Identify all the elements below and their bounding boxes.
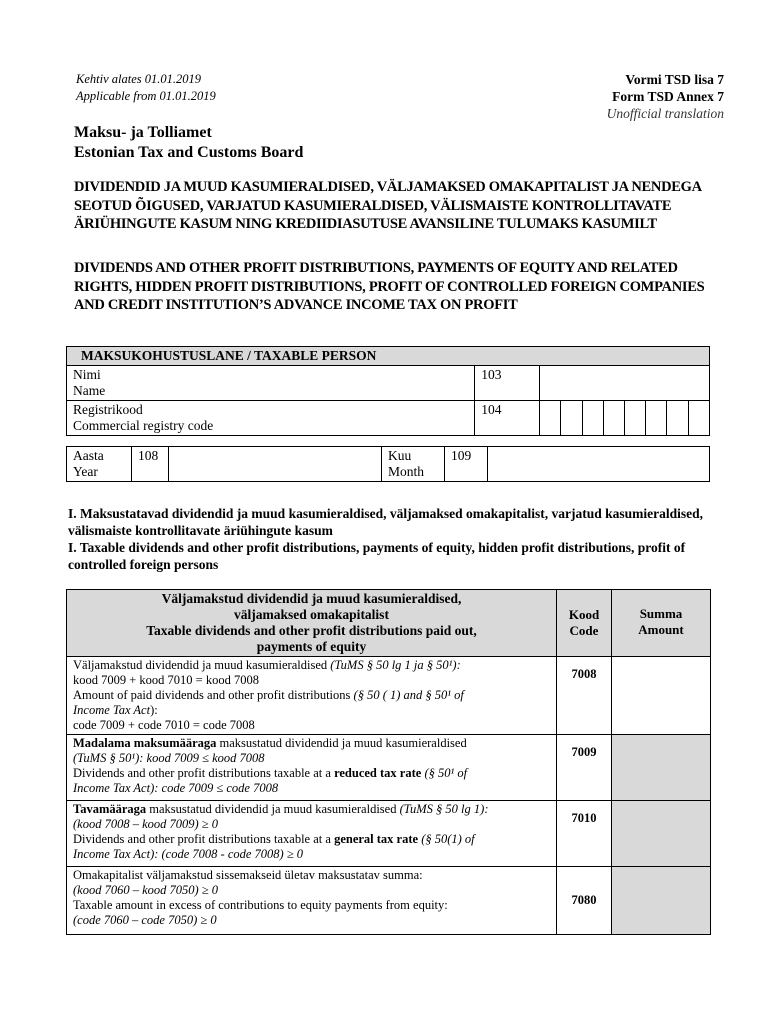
period-table <box>66 446 710 482</box>
row-text: general tax rate <box>334 832 419 846</box>
header-et-line1: Väljamakstud dividendid ja muud kasumieraldised, <box>161 591 462 606</box>
table-row <box>67 867 711 935</box>
reg-code-label-en: Commercial registry code <box>73 418 214 433</box>
row-text: Madalama maksumääraga <box>73 736 217 750</box>
row-text: Taxable amount in excess of contributions to equity payments from equity: <box>73 898 448 912</box>
row-text: Dividends and other profit distributions taxable at a <box>73 832 331 846</box>
row-description <box>67 867 557 935</box>
section-heading-en: I. Taxable dividends and other profit distributions, payments of equity, hidden profit distributions, profit of controlled foreign persons <box>68 540 686 572</box>
row-text: code 7009 + code 7010 = code 7008 <box>73 718 255 732</box>
reg-code-digit-8[interactable] <box>688 401 709 436</box>
row-text: maksustatud dividendid ja muud kasumieraldised <box>219 736 467 750</box>
name-input[interactable] <box>540 366 710 401</box>
distributions-table <box>66 589 711 935</box>
row-text: Income Tax Act): code 7009 ≤ code 7008 <box>73 781 279 795</box>
document-title-et: DIVIDENDID JA MUUD KASUMIERALDISED, VÄLJAMAKSED OMAKAPITALIST JA NENDEGA SEOTUD ÕIGUSED, VARJATUD KASUMIERALDISED, VÄLISMAISTE KONTROLLITAVATE ÄRIÜHINGUTE KASUM NING KREDIIDIASUTUSE AVANSILINE TULUMAKS KASUMILT <box>74 179 701 232</box>
reg-code-digit-7[interactable] <box>667 401 688 436</box>
year-label-en: Year <box>73 464 98 479</box>
name-label-en: Name <box>73 383 106 398</box>
reg-code-digit-1[interactable] <box>540 401 561 436</box>
table-row <box>67 801 711 867</box>
row-description <box>67 735 557 801</box>
row-text: (§ 50(1) of <box>421 832 475 846</box>
taxable-person-table <box>66 346 710 436</box>
year-input[interactable] <box>169 447 382 482</box>
row-text: (kood 7008 – kood 7009) ≥ 0 <box>73 817 219 831</box>
form-identifier <box>607 71 724 122</box>
row-text: (§ 50¹ of <box>424 766 468 780</box>
row-text: (TuMS § 50 lg 1 ja § 50¹): <box>330 658 461 672</box>
header-en-line1: Taxable dividends and other profit distributions paid out, <box>146 623 477 638</box>
amount-input-7010[interactable] <box>612 801 711 867</box>
row-text: Väljamakstud dividendid ja muud kasumieraldised <box>73 658 328 672</box>
month-input[interactable] <box>488 447 710 482</box>
reg-code-field-code: 104 <box>475 401 540 436</box>
section-heading <box>66 505 716 573</box>
header-code-en: Code <box>569 623 599 638</box>
row-code: 7008 <box>557 657 612 735</box>
name-label-et: Nimi <box>73 367 101 382</box>
row-text: Dividends and other profit distributions taxable at a <box>73 766 331 780</box>
row-code: 7010 <box>557 801 612 867</box>
table-header-code <box>557 590 612 657</box>
amount-input-7008[interactable] <box>612 657 711 735</box>
header-et-line2: väljamaksed omakapitalist <box>234 607 389 622</box>
header-code-et: Kood <box>568 607 600 622</box>
header-amount-en: Amount <box>638 622 684 637</box>
row-text: (code 7060 – code 7050) ≥ 0 <box>73 913 217 927</box>
month-label-et: Kuu <box>388 448 412 463</box>
authority-et: Maksu- ja Tolliamet <box>74 124 212 141</box>
row-text: reduced tax rate <box>334 766 422 780</box>
row-code: 7009 <box>557 735 612 801</box>
row-description <box>67 801 557 867</box>
amount-input-7009[interactable] <box>612 735 711 801</box>
row-text: Income Tax Act <box>73 703 151 717</box>
authority-en: Estonian Tax and Customs Board <box>74 144 304 161</box>
table-header-description <box>67 590 557 657</box>
row-text: kood 7009 + kood 7010 = kood 7008 <box>73 673 259 687</box>
row-text: (§ 50 ( 1) and § 50¹ of <box>353 688 464 702</box>
row-text: ): <box>150 703 158 717</box>
row-text: (kood 7060 – kood 7050) ≥ 0 <box>73 883 219 897</box>
reg-code-digit-5[interactable] <box>625 401 646 436</box>
translation-note: Unofficial translation <box>606 106 724 121</box>
validity-note <box>76 71 216 105</box>
reg-code-digit-2[interactable] <box>561 401 582 436</box>
reg-code-label-et: Registrikood <box>73 402 143 417</box>
table-header-amount <box>612 590 711 657</box>
reg-code-digit-3[interactable] <box>582 401 603 436</box>
form-name-en: Form TSD Annex 7 <box>612 89 724 104</box>
name-field-code: 103 <box>475 366 540 401</box>
form-name-et: Vormi TSD lisa 7 <box>625 72 724 87</box>
table-row <box>67 657 711 735</box>
valid-from-en: Applicable from 01.01.2019 <box>76 89 216 103</box>
month-label-en: Month <box>388 464 425 479</box>
name-label <box>67 366 475 401</box>
row-text: Tavamääraga <box>73 802 147 816</box>
document-title-en: DIVIDENDS AND OTHER PROFIT DISTRIBUTIONS, PAYMENTS OF EQUITY AND RELATED RIGHTS, HIDDEN PROFIT DISTRIBUTIONS, PROFIT OF CONTROLLED FOREIGN COMPANIES AND CREDIT INSTITUTION’S ADVANCE INCOME TAX ON PROFIT <box>74 260 705 313</box>
row-text: Amount of paid dividends and other profit distributions <box>73 688 351 702</box>
authority-name <box>74 123 303 163</box>
valid-from-et: Kehtiv alates 01.01.2019 <box>76 72 201 86</box>
year-label <box>67 447 132 482</box>
year-field-code: 108 <box>132 447 169 482</box>
row-description <box>67 657 557 735</box>
taxable-person-header: MAKSUKOHUSTUSLANE / TAXABLE PERSON <box>67 347 710 366</box>
table-row <box>67 735 711 801</box>
row-text: Income Tax Act): (code 7008 - code 7008) ≥ 0 <box>73 847 304 861</box>
row-code: 7080 <box>557 867 612 935</box>
amount-input-7080[interactable] <box>612 867 711 935</box>
row-text: maksustatud dividendid ja muud kasumieraldised <box>149 802 397 816</box>
month-label <box>382 447 445 482</box>
header-en-line2: payments of equity <box>256 639 367 654</box>
row-text: Omakapitalist väljamakstud sissemakseid ületav maksustatav summa: <box>73 868 423 882</box>
reg-code-digit-6[interactable] <box>646 401 667 436</box>
row-text: (TuMS § 50¹): kood 7009 ≤ kood 7008 <box>73 751 265 765</box>
header-amount-et: Summa <box>639 606 683 621</box>
month-field-code: 109 <box>445 447 488 482</box>
reg-code-digit-4[interactable] <box>603 401 624 436</box>
reg-code-label <box>67 401 475 436</box>
row-text: (TuMS § 50 lg 1): <box>399 802 489 816</box>
section-heading-et: I. Maksustatavad dividendid ja muud kasumieraldised, väljamaksed omakapitalist, varjatud kasumieraldised, välismaiste kontrollitavate äriühingute kasum <box>68 506 703 538</box>
year-label-et: Aasta <box>73 448 104 463</box>
